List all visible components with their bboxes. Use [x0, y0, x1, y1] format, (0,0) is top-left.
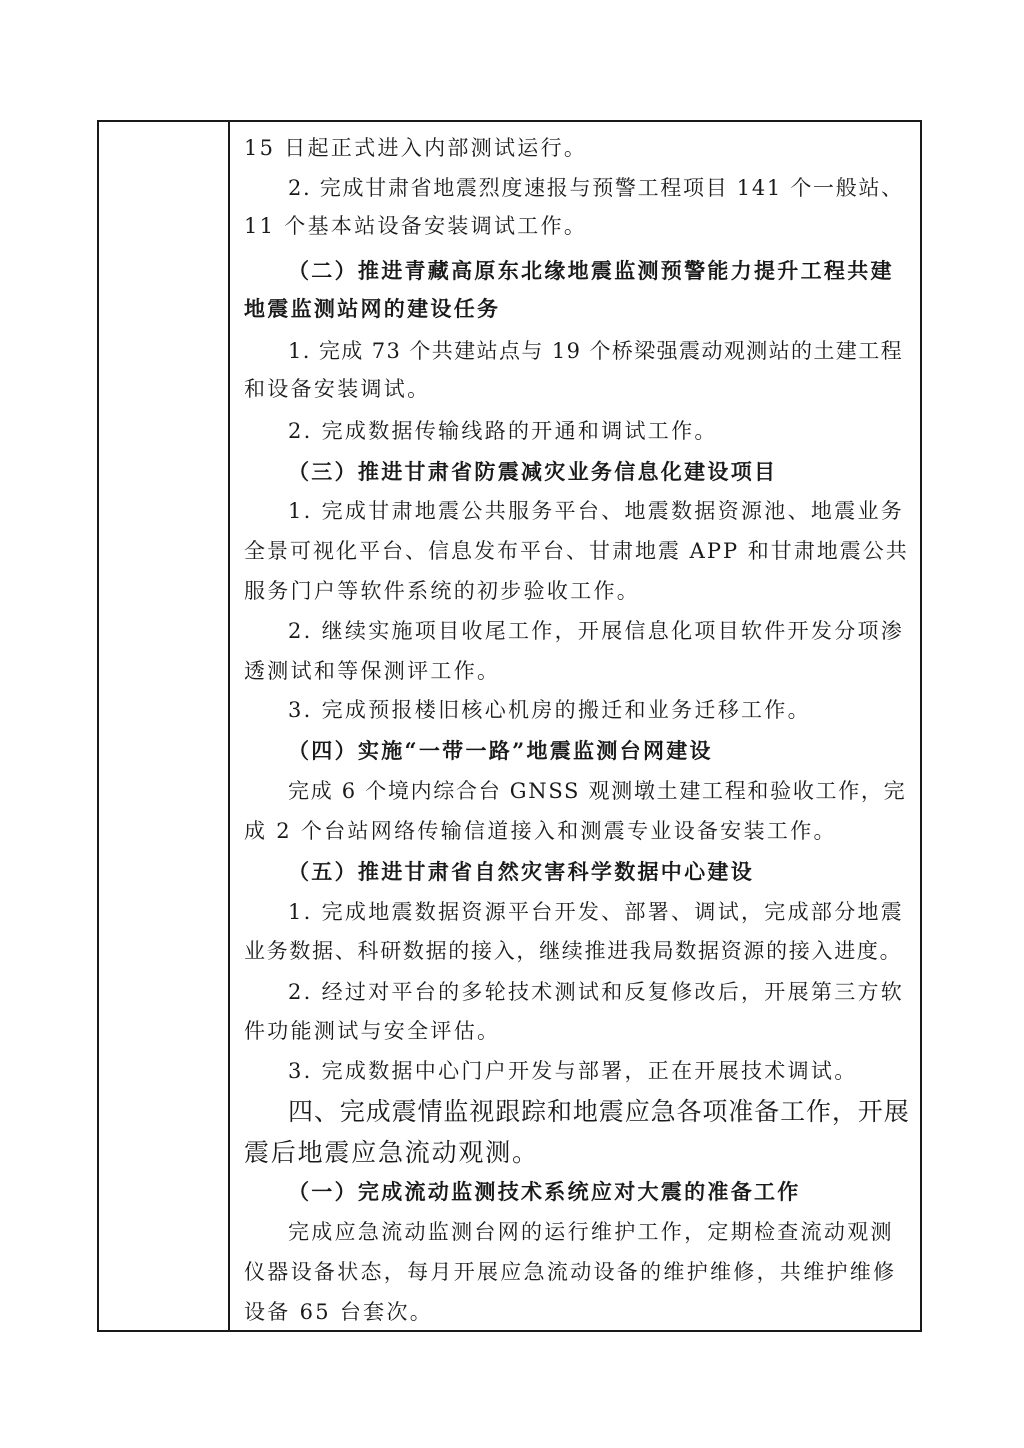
text-line: 3. 完成数据中心门户开发与部署，正在开展技术调试。: [288, 1059, 858, 1083]
text-line: 和设备安装调试。: [244, 377, 431, 401]
text-line: 2. 经过对平台的多轮技术测试和反复修改后，开展第三方软: [288, 980, 905, 1004]
section-heading: （三）推进甘肃省防震减灾业务信息化建设项目: [288, 459, 778, 484]
text-line: 设备 65 台套次。: [244, 1300, 434, 1324]
text-line: 完成 6 个境内综合台 GNSS 观测墩土建工程和验收工作，完: [288, 779, 907, 803]
text-line: 11 个基本站设备安装调试工作。: [244, 214, 588, 238]
section-heading: （二）推进青藏高原东北缘地震监测预警能力提升工程共建: [288, 258, 894, 283]
text-line: 成 2 个台站网络传输信道接入和测震专业设备安装工作。: [244, 819, 837, 843]
text-line: 2. 完成甘肃省地震烈度速报与预警工程项目 141 个一般站、: [288, 176, 904, 200]
section-heading: （四）实施“一带一路”地震监测台网建设: [288, 738, 713, 763]
section-heading: 地震监测站网的建设任务: [244, 296, 501, 321]
text-line: 完成应急流动监测台网的运行维护工作，定期检查流动观测: [288, 1220, 894, 1244]
text-line: 服务门户等软件系统的初步验收工作。: [244, 579, 641, 603]
text-line: 件功能测试与安全评估。: [244, 1019, 501, 1043]
text-line: 透测试和等保测评工作。: [244, 659, 501, 683]
text-line: 全景可视化平台、信息发布平台、甘肃地震 APP 和甘肃地震公共: [244, 539, 909, 563]
document-table: [97, 120, 922, 1332]
text-line: 3. 完成预报楼旧核心机房的搬迁和业务迁移工作。: [288, 698, 811, 722]
text-line: 2. 继续实施项目收尾工作，开展信息化项目软件开发分项渗: [288, 619, 905, 643]
text-line: 仪器设备状态，每月开展应急流动设备的维护维修，共维护维修: [244, 1260, 897, 1284]
text-line: 业务数据、科研数据的接入，继续推进我局数据资源的接入进度。: [244, 939, 903, 963]
major-heading: 四、完成震情监视跟踪和地震应急各项准备工作，开展: [288, 1097, 910, 1126]
major-heading: 震后地震应急流动观测。: [244, 1138, 539, 1167]
text-line: 2. 完成数据传输线路的开通和调试工作。: [288, 419, 718, 443]
text-line: 1. 完成 73 个共建站点与 19 个桥梁强震动观测站的土建工程: [288, 339, 904, 363]
text-line: 15 日起正式进入内部测试运行。: [244, 136, 588, 160]
section-heading: （一）完成流动监测技术系统应对大震的准备工作: [288, 1179, 801, 1204]
text-line: 1. 完成甘肃地震公共服务平台、地震数据资源池、地震业务: [288, 499, 905, 523]
text-line: 1. 完成地震数据资源平台开发、部署、调试，完成部分地震: [288, 900, 905, 924]
section-heading: （五）推进甘肃省自然灾害科学数据中心建设: [288, 859, 754, 884]
table-label-column: [99, 122, 230, 1330]
table-content-cell: [232, 122, 920, 1330]
